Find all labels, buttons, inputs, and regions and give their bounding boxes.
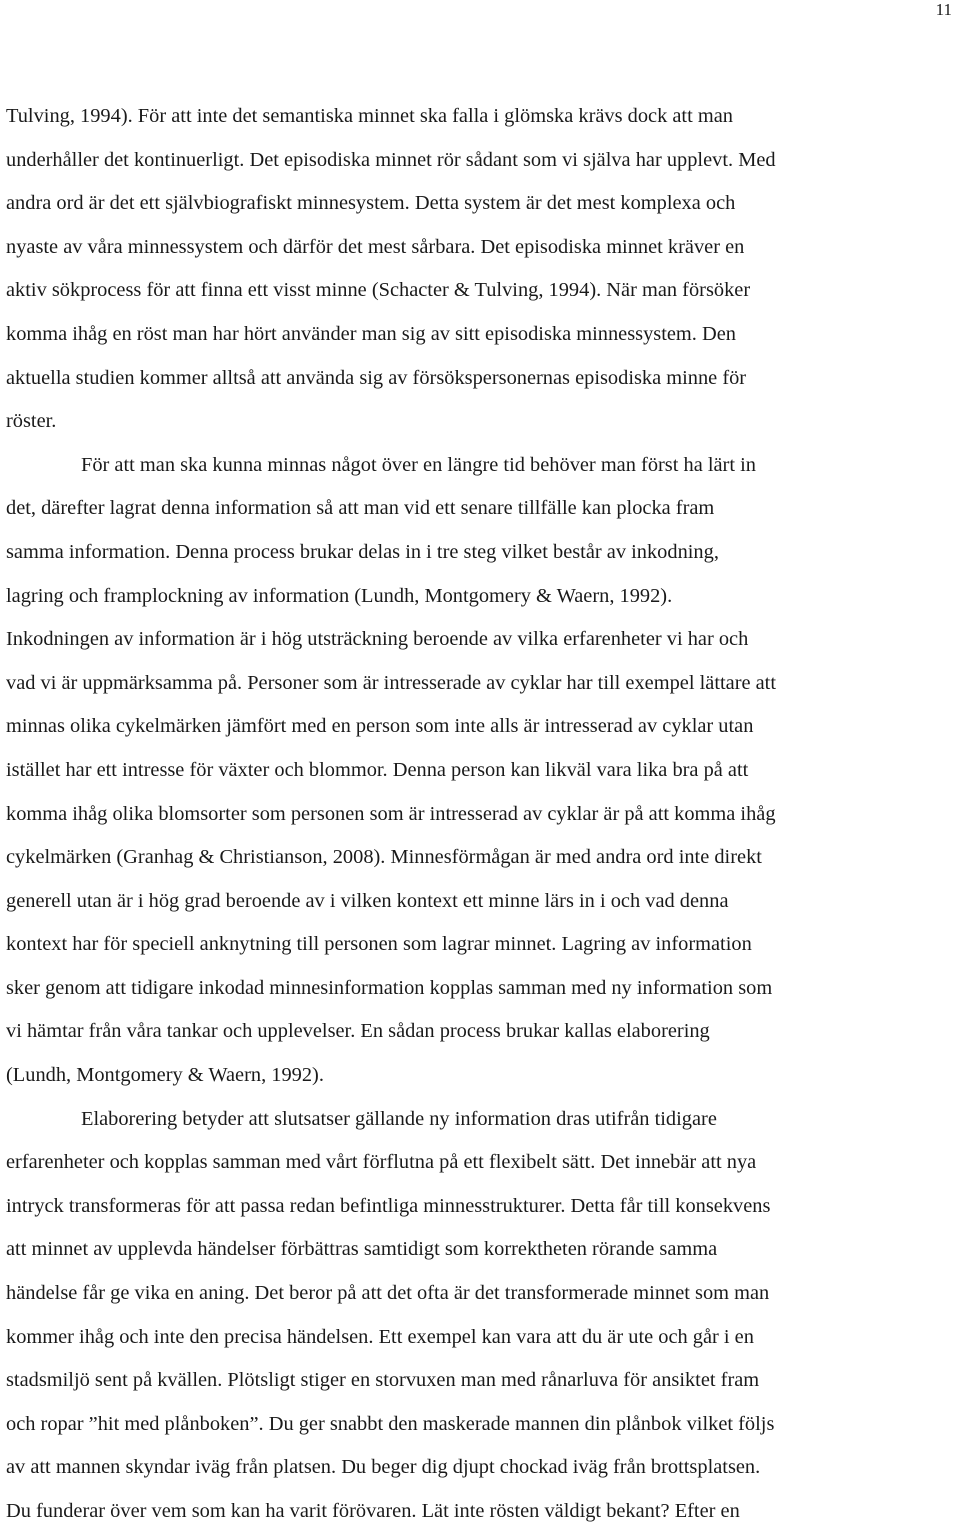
text-line: Elaborering betyder att slutsatser gällande ny information dras utifrån tidigare (81, 1107, 717, 1130)
paragraph-2 (6, 444, 951, 1098)
text-line: cykelmärken (Granhag & Christianson, 2008). Minnesförmågan är med andra ord inte direkt (6, 846, 762, 869)
text-line: aktuella studien kommer alltså att använda sig av försökspersonernas episodiska minne för (6, 366, 747, 389)
text-line: komma ihåg olika blomsorter som personen som är intresserad av cyklar är på att komma ihåg (6, 802, 776, 825)
text-line: nyaste av våra minnessystem och därför det mest sårbara. Det episodiska minnet kräver en (6, 235, 745, 258)
text-line: För att man ska kunna minnas något över en längre tid behöver man först ha lärt in (81, 453, 756, 476)
body-text (6, 95, 951, 1534)
text-line: (Lundh, Montgomery & Waern, 1992). (6, 1064, 324, 1087)
text-line: och ropar ”hit med plånboken”. Du ger snabbt den maskerade mannen din plånbok vilket följs (6, 1412, 775, 1435)
text-line: att minnet av upplevda händelser förbättras samtidigt som korrektheten rörande samma (6, 1238, 718, 1261)
text-line: generell utan är i hög grad beroende av i vilken kontext ett minne lärs in i och vad denna (6, 889, 729, 912)
text-line: underhåller det kontinuerligt. Det episodiska minnet rör sådant som vi själva har upplevt. Med (6, 148, 776, 171)
paragraph-1 (6, 95, 951, 444)
page-number: 11 (935, 0, 952, 19)
text-line: minnas olika cykelmärken jämfört med en person som inte alls är intresserad av cyklar utan (6, 715, 754, 738)
text-line: det, därefter lagrat denna information så att man vid ett senare tillfälle kan plocka fram (6, 497, 715, 520)
text-line: erfarenheter och kopplas samman med vårt förflutna på ett flexibelt sätt. Det innebär att nya (6, 1151, 757, 1174)
text-line: av att mannen skyndar iväg från platsen. Du beger dig djupt chockad iväg från brottsplatsen. (6, 1456, 761, 1479)
text-line: samma information. Denna process brukar delas in i tre steg vilket består av inkodning, (6, 540, 719, 563)
text-line: istället har ett intresse för växter och blommor. Denna person kan likväl vara lika bra på att (6, 758, 749, 781)
text-line: vad vi är uppmärksamma på. Personer som är intresserade av cyklar har till exempel lättare att (6, 671, 777, 694)
text-line: röster. (6, 410, 57, 433)
paragraph-3 (6, 1098, 951, 1534)
text-line: intryck transformeras för att passa redan befintliga minnesstrukturer. Detta får till konsekvens (6, 1194, 771, 1217)
text-line: andra ord är det ett självbiografiskt minnesystem. Detta system är det mest komplexa och (6, 192, 736, 215)
text-line: komma ihåg en röst man har hört använder man sig av sitt episodiska minnessystem. Den (6, 322, 736, 345)
text-line: Du funderar över vem som kan ha varit förövaren. Lät inte rösten väldigt bekant? Efter en (6, 1500, 740, 1522)
text-line: stadsmiljö sent på kvällen. Plötsligt stiger en storvuxen man med rånarluva för ansiktet fram (6, 1369, 760, 1392)
text-line: kontext har för speciell anknytning till personen som lagrar minnet. Lagring av information (6, 933, 752, 956)
text-line: lagring och framplockning av information (Lundh, Montgomery & Waern, 1992). (6, 584, 673, 607)
text-line: Tulving, 1994). För att inte det semantiska minnet ska falla i glömska krävs dock att man (6, 105, 733, 127)
text-line: händelse får ge vika en aning. Det beror på att det ofta är det transformerade minnet som man (6, 1282, 770, 1305)
text-line: kommer ihåg och inte den precisa händelsen. Ett exempel kan vara att du är ute och går i en (6, 1325, 754, 1348)
text-line: aktiv sökprocess för att finna ett visst minne (Schacter & Tulving, 1994). När man försöker (6, 279, 751, 302)
text-line: Inkodningen av information är i hög utsträckning beroende av vilka erfarenheter vi har och (6, 628, 749, 651)
text-line: sker genom att tidigare inkodad minnesinformation kopplas samman med ny information som (6, 976, 773, 999)
text-line: vi hämtar från våra tankar och upplevelser. En sådan process brukar kallas elaborering (6, 1020, 710, 1043)
